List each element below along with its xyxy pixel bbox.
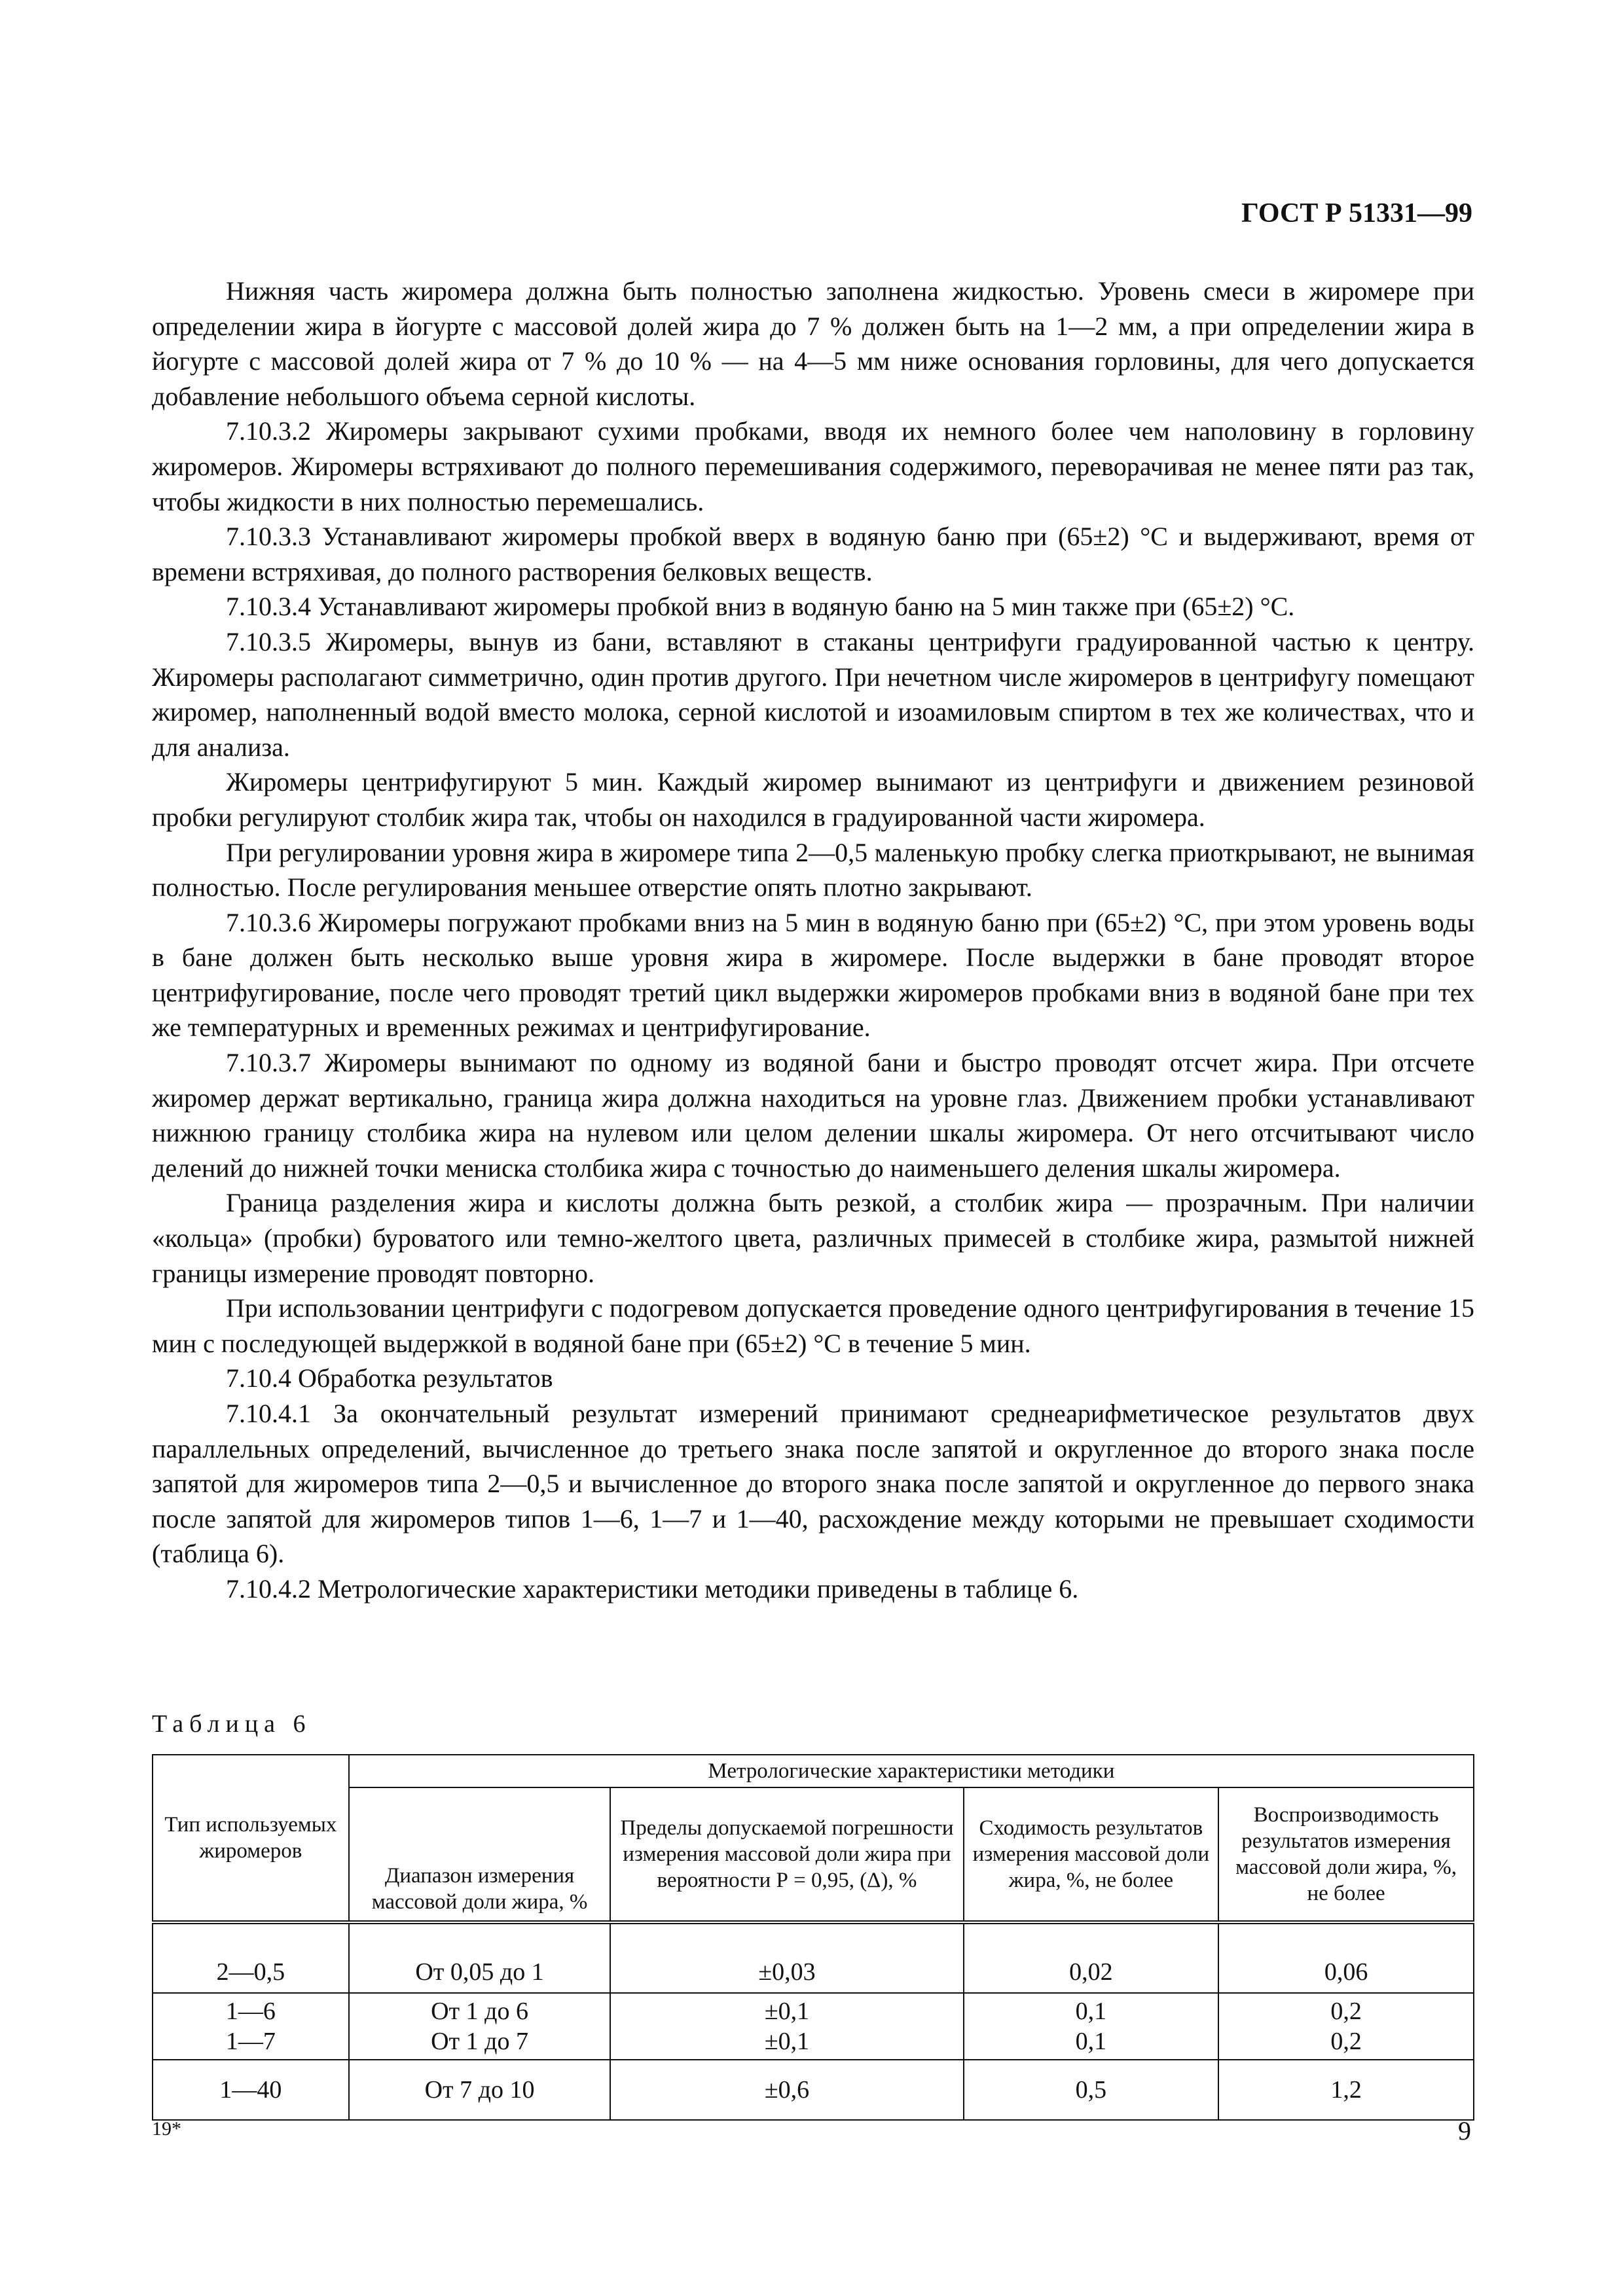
paragraph: 7.10.3.3 Устанавливают жиромеры пробкой вверх в водяную баню при (65±2) °С и выдерживают, время от времени встряхивая, до полного растворения белковых веществ.: [152, 522, 1474, 586]
cell-repeatability: 0,02: [964, 1922, 1219, 1993]
table-caption: Таблица 6: [152, 1710, 312, 1738]
cell-type: 2—0,5: [153, 1922, 349, 1993]
col-header-type: Тип используемых жиромеров: [153, 1755, 349, 1922]
paragraph: 7.10.3.7 Жиромеры вынимают по одному из водяной бани и быстро проводят отсчет жира. При отсчете жиромер держат вертикально, граница жира должна находиться на уровне глаз. Движением пробки устанавливают нижнюю границу столбика жира на нулевом или целом делении шкалы жиромера. От него отсчитывают число делений до нижней точки мениска столбика жира с точностью до наименьшего деления шкалы жиромера.: [152, 1048, 1474, 1183]
cell-error: ±0,1 ±0,1: [610, 1993, 963, 2060]
paragraph: 7.10.4.2 Метрологические характеристики методики приведены в таблице 6.: [226, 1573, 1079, 1604]
cell-repeatability: 0,5: [964, 2060, 1219, 2120]
col-header-error: Пределы допускаемой погрешности измерения массовой доли жира при вероятности Р = 0,95, (Δ), %: [610, 1787, 963, 1922]
paragraph: 7.10.3.2 Жиромеры закрывают сухими пробками, вводя их немного более чем наполовину в горловину жиромеров. Жиромеры встряхивают до полного перемешивания содержимого, переворачивая не менее пяти раз так, чтобы жидкости в них полностью перемешались.: [152, 416, 1474, 516]
paragraph: 7.10.3.6 Жиромеры погружают пробками вниз на 5 мин в водяную баню при (65±2) °С, при этом уровень воды в бане должен быть несколько выше уровня жира в жиромере. После выдержки в бане проводят второе центрифугирование, после чего проводят третий цикл выдержки жиромеров пробками вниз в водяной бане при тех же температурных и временных режимах и центрифугирование.: [152, 907, 1474, 1043]
metrology-table: [152, 1754, 1474, 2121]
cell-error: ±0,03: [610, 1922, 963, 1993]
table-header-row: [153, 1755, 1474, 1787]
paragraph: Жиромеры центрифугируют 5 мин. Каждый жиромер вынимают из центрифуги и движением резиновой пробки регулируют столбик жира так, чтобы он находился в градуированной части жиромера.: [152, 767, 1474, 832]
document-code: ГОСТ Р 51331—99: [1241, 198, 1472, 228]
cell-range: От 7 до 10: [349, 2060, 611, 2120]
cell-error: ±0,6: [610, 2060, 963, 2120]
paragraph: 7.10.3.4 Устанавливают жиромеры пробкой вниз в водяную баню на 5 мин также при (65±2) °С.: [226, 592, 1295, 622]
cell-type: 1—6 1—7: [153, 1993, 349, 2060]
paragraph: Нижняя часть жиромера должна быть полностью заполнена жидкостью. Уровень смеси в жиромере при определении жира в йогурте с массовой долей жира до 7 % должен быть на 1—2 мм, а при определении жира в йогурте с массовой долей жира от 7 % до 10 % — на 4—5 мм ниже основания горловины, для чего допускается добавление небольшого объема серной кислоты.: [152, 276, 1474, 411]
cell-repeatability: 0,1 0,1: [964, 1993, 1219, 2060]
body-text: [152, 274, 1474, 1607]
col-header-range: Диапазон измерения массовой доли жира, %: [349, 1787, 611, 1922]
col-header-reproducibility: Воспроизводимость результатов измерения массовой доли жира, %, не более: [1218, 1787, 1474, 1922]
table-row: [153, 2060, 1474, 2120]
table-header-row: [153, 1787, 1474, 1922]
cell-range: От 0,05 до 1: [349, 1922, 611, 1993]
col-header-repeatability: Сходимость результатов измерения массовой доли жира, %, не более: [964, 1787, 1219, 1922]
group-header: Метрологические характеристики методики: [349, 1755, 1474, 1787]
cell-reproducibility: 0,2 0,2: [1218, 1993, 1474, 2060]
paragraph: При использовании центрифуги с подогревом допускается проведение одного центрифугирования в течение 15 мин с последующей выдержкой в водяной бане при (65±2) °С в течение 5 мин.: [152, 1293, 1474, 1358]
cell-range: От 1 до 6 От 1 до 7: [349, 1993, 611, 2060]
table-row: [153, 1993, 1474, 2060]
section-heading: 7.10.4 Обработка результатов: [226, 1363, 553, 1393]
table-row: [153, 1922, 1474, 1993]
cell-type: 1—40: [153, 2060, 349, 2120]
paragraph: 7.10.4.1 За окончательный результат измерений принимают среднеарифметическое результатов двух параллельных определений, вычисленное до третьего знака после запятой и округленное до второго знака после запятой для жиромеров типа 2—0,5 и вычисленное до второго знака после запятой и округленное до первого знака после запятой для жиромеров типов 1—6, 1—7 и 1—40, расхождение между которыми не превышает сходимости (таблица 6).: [152, 1399, 1474, 1569]
cell-reproducibility: 0,06: [1218, 1922, 1474, 1993]
paragraph: Граница разделения жира и кислоты должна быть резкой, а столбик жира — прозрачным. При наличии «кольца» (пробки) буроватого или темно-желтого цвета, различных примесей в столбике жира, размытой нижней границы измерение проводят повторно.: [152, 1188, 1474, 1288]
paragraph: При регулировании уровня жира в жиромере типа 2—0,5 маленькую пробку слегка приоткрывают, не вынимая полностью. После регулирования меньшее отверстие опять плотно закрывают.: [152, 837, 1474, 903]
page-number: 9: [1458, 2116, 1471, 2145]
sheet-mark: 19*: [152, 2118, 181, 2140]
cell-reproducibility: 1,2: [1218, 2060, 1474, 2120]
paragraph: 7.10.3.5 Жиромеры, вынув из бани, вставляют в стаканы центрифуги градуированной частью к центру. Жиромеры располагают симметрично, один против другого. При нечетном числе жиромеров в центрифугу помещают жиромер, наполненный водой вместо молока, серной кислотой и изоамиловым спиртом в тех же количествах, что и для анализа.: [152, 626, 1474, 762]
